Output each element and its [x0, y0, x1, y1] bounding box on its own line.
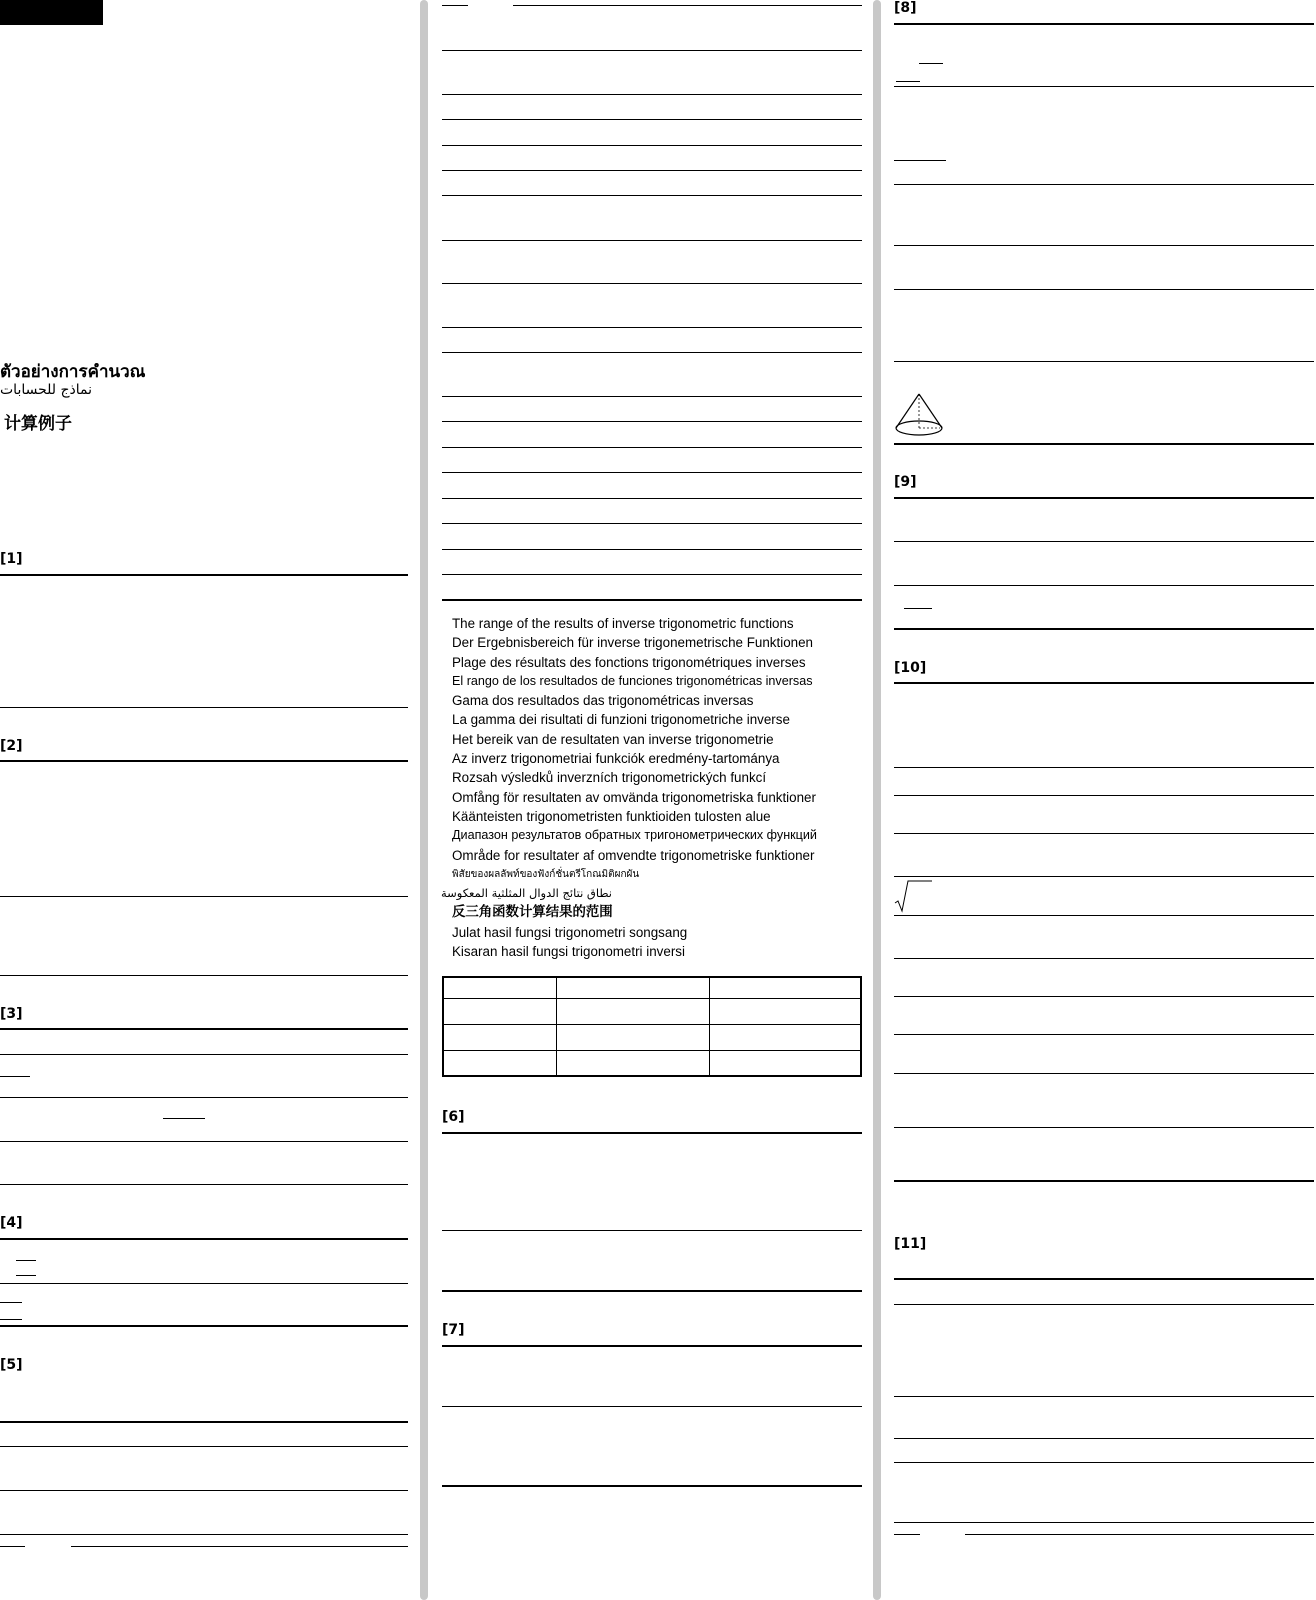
rule — [442, 94, 862, 95]
rule — [0, 1097, 408, 1098]
square-root-icon — [894, 877, 934, 913]
rule — [894, 1522, 1314, 1523]
rule — [0, 1054, 408, 1055]
section-3-label: [3] — [0, 1006, 23, 1022]
fraction-bar — [896, 81, 920, 82]
rule — [0, 1421, 408, 1423]
rule — [894, 958, 1314, 959]
fraction-bar — [904, 608, 932, 609]
rule — [442, 498, 862, 499]
rule — [442, 170, 862, 171]
rule — [442, 240, 862, 241]
range-line-pt: Gama dos resultados das trigonométricas inversas — [452, 693, 754, 709]
inverse-range-list — [440, 614, 862, 961]
rule — [894, 245, 1314, 246]
rule — [894, 1034, 1314, 1035]
rule — [0, 1238, 408, 1240]
rule — [442, 574, 862, 575]
rule — [894, 628, 1314, 630]
rule — [0, 1184, 408, 1185]
rule — [894, 795, 1314, 796]
rule — [0, 1446, 408, 1447]
rule — [0, 896, 408, 897]
cone-icon — [894, 392, 944, 438]
rule — [0, 1546, 25, 1547]
rule — [894, 1438, 1314, 1439]
rule — [442, 1132, 862, 1134]
rule — [442, 421, 862, 422]
range-line-nl: Het bereik van de resultaten van inverse trigonometrie — [452, 731, 774, 747]
range-line-sv: Omfång för resultaten av omvända trigonometriska funktioner — [452, 789, 816, 805]
fraction-bar — [163, 1118, 205, 1119]
rule — [442, 1485, 862, 1487]
section-1-label: [1] — [0, 551, 23, 567]
range-line-zh: 反三角函数计算结果的范围 — [452, 905, 613, 921]
rule — [0, 1141, 408, 1142]
rule — [894, 1278, 1314, 1280]
rule — [442, 195, 862, 196]
rule — [0, 1534, 408, 1535]
section-10-label: [10] — [894, 660, 927, 676]
column-divider-left — [420, 0, 428, 1600]
rule — [442, 283, 862, 284]
fraction-bar — [894, 160, 946, 161]
rule — [442, 472, 862, 473]
rule — [894, 541, 1314, 542]
rule — [0, 707, 408, 708]
title-thai: ตัวอย่างการคำนวณ — [0, 362, 146, 382]
rule — [894, 23, 1314, 25]
range-line-th: พิสัยของผลลัพท์ของฟังก์ชั่นตรีโกณมิติผกผัน — [452, 868, 640, 880]
rule — [894, 1534, 920, 1535]
range-line-da: Område for resultater af omvendte trigonometriske funktioner — [452, 847, 815, 863]
rule — [442, 352, 862, 353]
rule — [442, 327, 862, 328]
range-line-ru: Диапазон результатов обратных тригонометрических функций — [452, 828, 817, 843]
range-line-hu: Az inverz trigonometriai funkciók eredmény-tartománya — [452, 751, 780, 767]
rule — [442, 119, 862, 120]
section-11-label: [11] — [894, 1236, 927, 1252]
rule — [894, 361, 1314, 362]
range-line-ms: Julat hasil fungsi trigonometri songsang — [452, 924, 688, 940]
range-line-en: The range of the results of inverse trigonometric functions — [452, 616, 794, 631]
range-line-de: Der Ergebnisbereich für inverse trigonemetrische Funktionen — [452, 635, 813, 651]
table-col-divider — [556, 978, 557, 1075]
rule — [894, 184, 1314, 185]
rule — [442, 5, 468, 6]
rule — [894, 1180, 1314, 1182]
rule — [0, 574, 408, 576]
table-row-divider — [444, 1024, 860, 1025]
rule — [442, 1290, 862, 1292]
section-6-label: [6] — [442, 1109, 465, 1125]
rule — [894, 1127, 1314, 1128]
section-5-label: [5] — [0, 1357, 23, 1373]
section-7-label: [7] — [442, 1322, 465, 1338]
section-2-label: [2] — [0, 738, 23, 754]
range-line-cs: Rozsah výsledků inverzních trigonometrických funkcí — [452, 770, 767, 786]
rule — [894, 876, 1314, 877]
rule — [0, 1028, 408, 1030]
rule — [442, 396, 862, 397]
rule — [894, 443, 1314, 445]
fraction-bar — [16, 1275, 36, 1276]
rule — [0, 975, 408, 976]
range-line-fr: Plage des résultats des fonctions trigonométriques inverses — [452, 654, 806, 670]
table-col-divider — [709, 978, 710, 1075]
rule — [894, 1073, 1314, 1074]
range-line-es: El rango de los resultados de funciones trigonométricas inversas — [452, 673, 813, 688]
rule — [894, 86, 1314, 87]
fraction-bar — [16, 1260, 36, 1261]
rule — [442, 1406, 862, 1407]
rule — [894, 767, 1314, 768]
rule — [442, 599, 862, 601]
rule — [965, 1534, 1314, 1535]
range-line-fi: Käänteisten trigonometristen funktioiden tulosten alue — [452, 808, 771, 824]
table-row-divider — [444, 1050, 860, 1051]
rule — [894, 915, 1314, 916]
section-8-label: [8] — [894, 0, 917, 16]
header-block — [0, 0, 103, 25]
rule — [442, 447, 862, 448]
title-chinese: 计算例子 — [4, 414, 72, 434]
rule — [0, 760, 408, 762]
rule — [442, 523, 862, 524]
range-line-ar: نطاق نتائج الدوال المثلثية المعكوسة — [440, 886, 612, 901]
rule — [513, 5, 862, 6]
inverse-range-table — [442, 976, 862, 1077]
rule — [894, 585, 1314, 586]
rule — [0, 1325, 408, 1327]
rule — [0, 1283, 408, 1284]
rule — [442, 1345, 862, 1347]
fraction-bar — [919, 63, 943, 64]
rule — [442, 549, 862, 550]
rule — [894, 1462, 1314, 1463]
rule — [442, 50, 862, 51]
range-line-id: Kisaran hasil fungsi trigonometri inversi — [452, 944, 685, 960]
rule — [894, 682, 1314, 684]
table-row-divider — [444, 998, 860, 999]
column-divider-right — [873, 0, 881, 1600]
rule — [894, 833, 1314, 834]
fraction-bar — [0, 1319, 22, 1320]
rule — [894, 497, 1314, 499]
rule — [442, 145, 862, 146]
fraction-bar — [0, 1076, 30, 1077]
rule — [71, 1546, 408, 1547]
rule — [894, 1396, 1314, 1397]
rule — [0, 1490, 408, 1491]
range-line-it: La gamma dei risultati di funzioni trigonometriche inverse — [452, 712, 790, 728]
title-arabic: نماذج للحسابات — [0, 382, 93, 398]
fraction-bar — [0, 1302, 22, 1303]
rule — [894, 1304, 1314, 1305]
rule — [442, 1230, 862, 1231]
section-4-label: [4] — [0, 1215, 23, 1231]
rule — [894, 996, 1314, 997]
rule — [894, 289, 1314, 290]
section-9-label: [9] — [894, 474, 917, 490]
